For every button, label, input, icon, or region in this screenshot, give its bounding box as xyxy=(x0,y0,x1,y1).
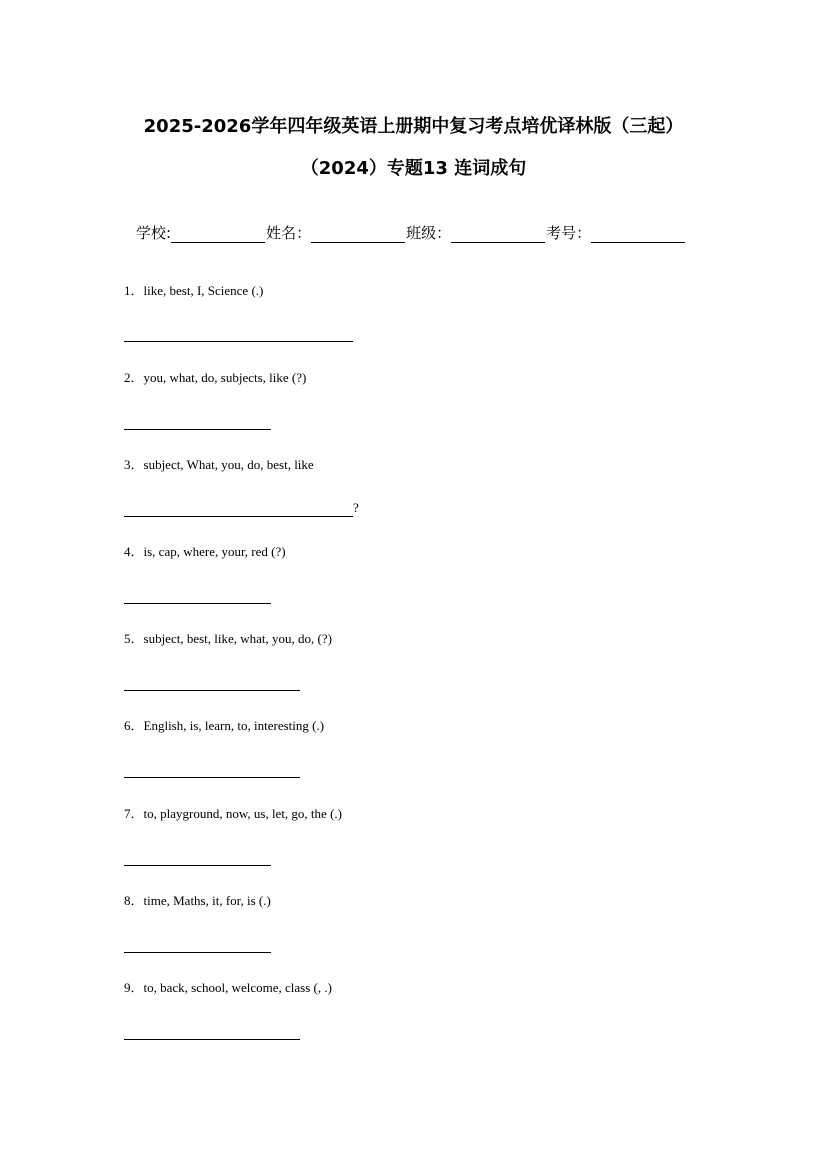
answer-line-7[interactable] xyxy=(124,864,271,866)
question-9 xyxy=(124,980,332,996)
name-label: 姓名： xyxy=(266,224,312,242)
answer-line-2[interactable] xyxy=(124,428,271,430)
question-2 xyxy=(124,370,306,386)
class-label: 班级： xyxy=(406,224,452,242)
worksheet-title-line-2: （2024）专题13 连词成句 xyxy=(300,158,527,179)
answer-line-1[interactable] xyxy=(124,340,353,342)
question-text: you, what, do, subjects, like (?) xyxy=(143,370,307,385)
question-number: 8． xyxy=(124,893,144,908)
question-number: 5． xyxy=(124,631,144,646)
answer-line-5[interactable] xyxy=(124,689,300,691)
student-info-row xyxy=(136,219,686,243)
question-text: subject, What, you, do, best, like xyxy=(143,457,314,472)
question-number: 1． xyxy=(124,283,144,298)
class-field[interactable] xyxy=(451,224,545,243)
question-text: is, cap, where, your, red (?) xyxy=(143,544,286,559)
answer-line-9[interactable] xyxy=(124,1038,300,1040)
answer-line-8[interactable] xyxy=(124,951,271,953)
question-text: subject, best, like, what, you, do, (?) xyxy=(143,631,332,646)
question-number: 7． xyxy=(124,806,144,821)
school-field[interactable] xyxy=(171,224,265,243)
exam-number-field[interactable] xyxy=(591,224,685,243)
exam-number-label: 考号： xyxy=(546,224,592,242)
question-text: to, playground, now, us, let, go, the (.) xyxy=(143,806,342,821)
question-number: 4． xyxy=(124,544,144,559)
question-5 xyxy=(124,631,332,647)
answer-suffix-question-mark: ? xyxy=(353,500,359,515)
question-text: to, back, school, welcome, class (, .) xyxy=(143,980,332,995)
answer-line-3[interactable] xyxy=(124,515,353,517)
answer-line-4[interactable] xyxy=(124,602,271,604)
name-field[interactable] xyxy=(311,224,405,243)
worksheet-title-line-1: 2025-2026学年四年级英语上册期中复习考点培优译林版（三起） xyxy=(143,116,684,137)
question-number: 6． xyxy=(124,718,144,733)
question-3 xyxy=(124,457,314,473)
question-text: English, is, learn, to, interesting (.) xyxy=(143,718,325,733)
question-text: time, Maths, it, for, is (.) xyxy=(143,893,271,908)
answer-line-6[interactable] xyxy=(124,776,300,778)
question-4 xyxy=(124,544,286,560)
question-number: 2． xyxy=(124,370,144,385)
question-8 xyxy=(124,893,271,909)
school-label: 学校: xyxy=(136,224,172,242)
question-number: 3． xyxy=(124,457,144,472)
question-7 xyxy=(124,806,342,822)
question-1 xyxy=(124,283,263,299)
question-text: like, best, I, Science (.) xyxy=(143,283,264,298)
question-6 xyxy=(124,718,324,734)
question-number: 9． xyxy=(124,980,144,995)
